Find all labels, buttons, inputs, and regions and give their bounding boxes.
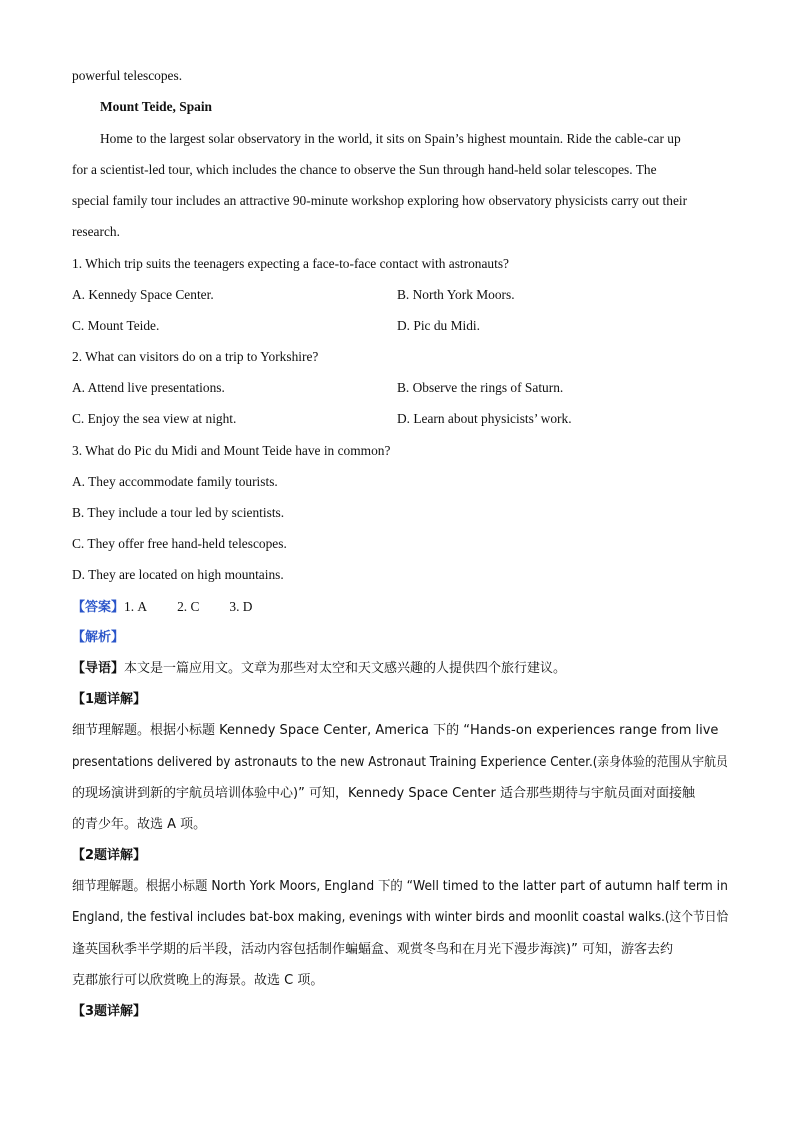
answer-label: 【答案】 — [72, 600, 125, 615]
q2-detail-line-4: 克郡旅行可以欣赏晚上的海景。故选 C 项。 — [72, 973, 324, 988]
q2-detail-line-3: 逢英国秋季半学期的后半段，活动内容包括制作蝙蝠盒、观赏冬鸟和在月光下漫步海滨)” 可知，游客去约 — [72, 942, 673, 957]
passage-heading: Mount Teide, Spain — [100, 99, 213, 114]
answer-item-2: 2. C — [177, 599, 200, 614]
question-2-option-a: A. Attend live presentations. — [72, 380, 225, 395]
passage-prev-line: powerful telescopes. — [72, 68, 183, 83]
passage-line-2: for a scientist-led tour, which includes the chance to observe the Sun through hand-held solar telescopes. The — [72, 162, 657, 177]
q2-detail-line-2: England, the festival includes bat-box making, evenings with winter birds and moonlit coastal walks.(这个节日恰 — [72, 910, 729, 925]
analysis-label: 【解析】 — [72, 630, 125, 645]
question-3-stem: 3. What do Pic du Midi and Mount Teide have in common? — [72, 443, 391, 458]
question-3-option-c: C. They offer free hand-held telescopes. — [72, 536, 287, 551]
answer-item-3: 3. D — [229, 599, 253, 614]
q1-detail-line-3: 的现场演讲到新的宇航员培训体验中心)” 可知，Kennedy Space Center 适合那些期待与宇航员面对面接触 — [72, 786, 696, 801]
question-3-option-b: B. They include a tour led by scientists. — [72, 505, 285, 520]
guide-row — [72, 660, 566, 678]
question-1-option-d: D. Pic du Midi. — [397, 318, 480, 333]
question-3-option-a: A. They accommodate family tourists. — [72, 474, 278, 489]
question-2-option-b: B. Observe the rings of Saturn. — [397, 380, 564, 395]
guide-label: 【导语】 — [72, 661, 125, 676]
question-1-option-c: C. Mount Teide. — [72, 318, 160, 333]
q3-detail-label: 【3题详解】 — [72, 1004, 147, 1019]
passage-line-1: Home to the largest solar observatory in the world, it sits on Spain’s highest mountain. Ride the cable-car up — [100, 131, 681, 146]
q1-detail-line-2: presentations delivered by astronauts to the new Astronaut Training Experience Center.(亲身体验的范围从宇航员 — [72, 755, 728, 770]
question-1-option-b: B. North York Moors. — [397, 287, 515, 302]
answer-item-1: 1. A — [124, 599, 148, 614]
guide-text: 本文是一篇应用文。文章为那些对太空和天文感兴趣的人提供四个旅行建议。 — [124, 661, 567, 676]
q2-detail-line-1: 细节理解题。根据小标题 North York Moors, England 下的 “Well timed to the latter part of autumn half term in — [72, 879, 728, 894]
question-3-option-d: D. They are located on high mountains. — [72, 567, 284, 582]
q2-detail-label: 【2题详解】 — [72, 848, 147, 863]
question-2-option-c: C. Enjoy the sea view at night. — [72, 411, 237, 426]
passage-line-4: research. — [72, 224, 120, 239]
question-1-stem: 1. Which trip suits the teenagers expecting a face-to-face contact with astronauts? — [72, 256, 510, 271]
q1-detail-label: 【1题详解】 — [72, 692, 147, 707]
question-1-option-a: A. Kennedy Space Center. — [72, 287, 214, 302]
question-2-option-d: D. Learn about physicists’ work. — [397, 411, 572, 426]
answer-row — [72, 598, 252, 617]
q1-detail-line-1: 细节理解题。根据小标题 Kennedy Space Center, America 下的 “Hands-on experiences range from live — [72, 723, 719, 738]
question-2-stem: 2. What can visitors do on a trip to Yorkshire? — [72, 349, 319, 364]
q1-detail-line-4: 的青少年。故选 A 项。 — [72, 817, 207, 832]
passage-line-3: special family tour includes an attractive 90-minute workshop exploring how observatory physicists carry out their — [72, 193, 688, 208]
